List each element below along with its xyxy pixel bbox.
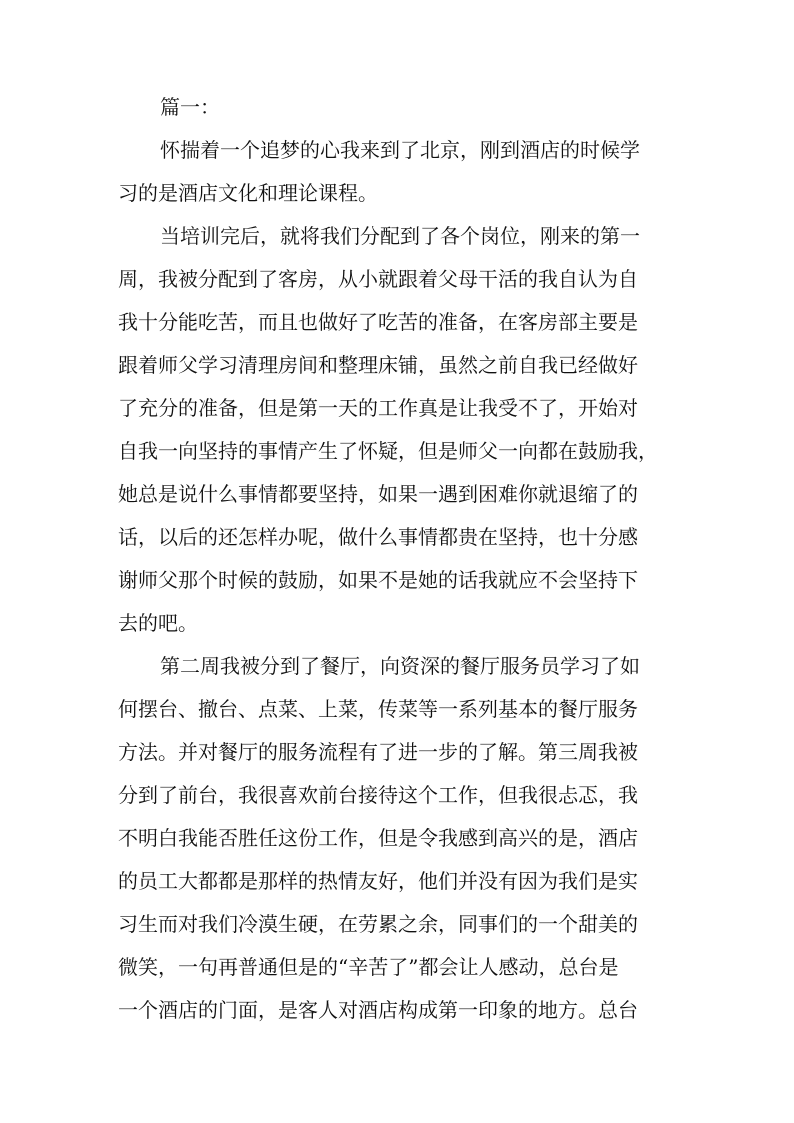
- text-line: 周，我被分配到了客房，从小就跟着父母干活的我自认为自: [118, 267, 638, 291]
- document-body: [118, 86, 678, 1032]
- text-line: 不明白我能否胜任这份工作，但是令我感到高兴的是，酒店: [118, 826, 638, 850]
- text-line: 一个酒店的门面，是客人对酒店构成第一印象的地方。总台: [118, 998, 638, 1022]
- text-line: 的员工大都都是那样的热情友好，他们并没有因为我们是实: [118, 869, 638, 893]
- text-line: 自我一向坚持的事情产生了怀疑，但是师父一向都在鼓励我，: [118, 439, 658, 463]
- text-line: 方法。并对餐厅的服务流程有了进一步的了解。第三周我被: [118, 740, 638, 764]
- text-line: 去的吧。: [118, 611, 198, 635]
- text-line: 跟着师父学习清理房间和整理床铺，虽然之前自我已经做好: [118, 353, 638, 377]
- text-line: 分到了前台，我很喜欢前台接待这个工作，但我很忐忑，我: [118, 783, 638, 807]
- text-line: 怀揣着一个追梦的心我来到了北京，刚到酒店的时候学: [160, 138, 640, 162]
- text-line: 篇一：: [160, 95, 220, 119]
- text-line: 习的是酒店文化和理论课程。: [118, 181, 378, 205]
- text-line: 习生而对我们冷漠生硬，在劳累之余，同事们的一个甜美的: [118, 912, 638, 936]
- text-line: 了充分的准备，但是第一天的工作真是让我受不了，开始对: [118, 396, 638, 420]
- text-line: 第二周我被分到了餐厅，向资深的餐厅服务员学习了如: [160, 654, 640, 678]
- text-line: 何摆台、撤台、点菜、上菜，传菜等一系列基本的餐厅服务: [118, 697, 638, 721]
- text-line: 微笑，一句再普通但是的“辛苦了”都会让人感动，总台是: [118, 955, 619, 979]
- text-line: 谢师父那个时候的鼓励，如果不是她的话我就应不会坚持下: [118, 568, 638, 592]
- text-line: 我十分能吃苦，而且也做好了吃苦的准备，在客房部主要是: [118, 310, 638, 334]
- text-line: 当培训完后，就将我们分配到了各个岗位，刚来的第一: [160, 224, 640, 248]
- text-line: 话，以后的还怎样办呢，做什么事情都贵在坚持，也十分感: [118, 525, 638, 549]
- text-line: 她总是说什么事情都要坚持，如果一遇到困难你就退缩了的: [118, 482, 638, 506]
